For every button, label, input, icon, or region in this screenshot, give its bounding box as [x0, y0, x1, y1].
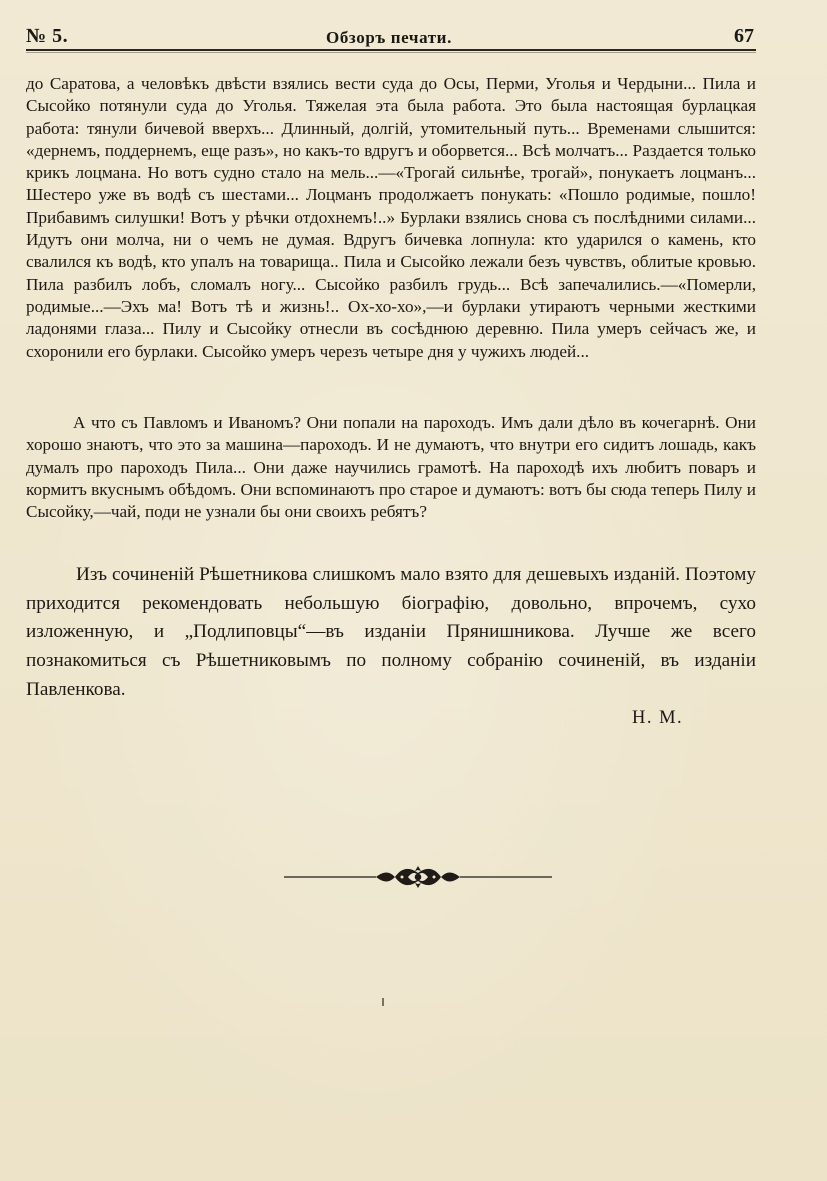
paragraph-continued-story: до Саратова, а человѣкъ двѣсти взялись вести суда до Осы, Перми, Уголья и Чердыни... Пила и Сысойко потянули суда до Уголья. Тяжелая эта была работа. Это была настоящая бурлацкая работа: тянули бичевой вверхъ... Длинный, долгій, утомительный путь... Временами слышится: «дернемъ, поддернемъ, еще разъ», но какъ-то вдругъ и оборвется... Всѣ молчатъ... Раздается только крикъ лоцмана. Но вотъ судно стало на мель...—«Трогай сильнѣе, трогай», понукаетъ лоцманъ... Шестеро уже въ водѣ съ шестами... Лоцманъ продолжаетъ понукать: «Пошло родимые, пошло! Прибавимъ силушки! Вотъ у рѣчки отдохнемъ!..» Бурлаки взялись снова съ послѣдними силами... Идутъ они молча, ни о чемъ не думая. Вдругъ бичевка лопнула: кто ударился о камень, кто свалился къ водѣ, кто упалъ на товарища.. Пила и Сысойко лежали безъ чувствъ, облитые кровью. Пила разбилъ лобъ, сломалъ ногу... Сысойко разбилъ грудь... Всѣ запечалились.—«Померли, родимые...—Эхъ ма! Вотъ тѣ и жизнь!.. Ох-хо-хо»,—и бурлаки утираютъ черными жесткими ладонями глаза... Пилу и Сысойку отнесли въ сосѣднюю деревню. Пила умеръ сейчасъ же, и схоронили его бурлаки. Сысойко умеръ черезъ четыре дня у чужихъ людей... — [26, 74, 756, 361]
page-number: 67 — [734, 25, 754, 47]
paragraph-recommendation: Изъ сочиненій Рѣшетникова слишкомъ мало взято для дешевыхъ изданій. Поэтому приходится рекомендовать небольшую біографію, довольно, впрочемъ, сухо изложенную, и „Подлиповцы“—въ изданіи Прянишникова. Лучше же всего познакомиться съ Рѣшетниковымъ по полному собранію сочиненій, въ изданіи Павленкова. — [26, 564, 756, 700]
header-rule — [26, 49, 756, 53]
header-rule-bottom-line — [26, 52, 756, 53]
issue-number: № 5. — [26, 25, 69, 47]
printing-mark — [382, 998, 384, 1006]
header-rule-top-line — [26, 49, 756, 51]
paragraph-pavel-ivan: А что съ Павломъ и Иваномъ? Они попали на пароходъ. Имъ дали дѣло въ кочегарнѣ. Они хорошо знаютъ, что это за машина—пароходъ. И не думаютъ, что внутри его сидитъ лошадь, какъ думалъ про пароходъ Пила... Они даже научились грамотѣ. На пароходѣ ихъ любитъ поваръ и кормитъ вкуснымъ обѣдомъ. Они вспоминаютъ про старое и думаютъ: вотъ бы сюда теперь Пилу и Сысойку,—чай, поди не узнали бы они своихъ ребятъ? — [26, 413, 756, 522]
running-title: Обзоръ печати. — [326, 28, 452, 47]
author-signature: Н. М. — [632, 708, 684, 728]
floral-divider-icon — [284, 862, 552, 892]
